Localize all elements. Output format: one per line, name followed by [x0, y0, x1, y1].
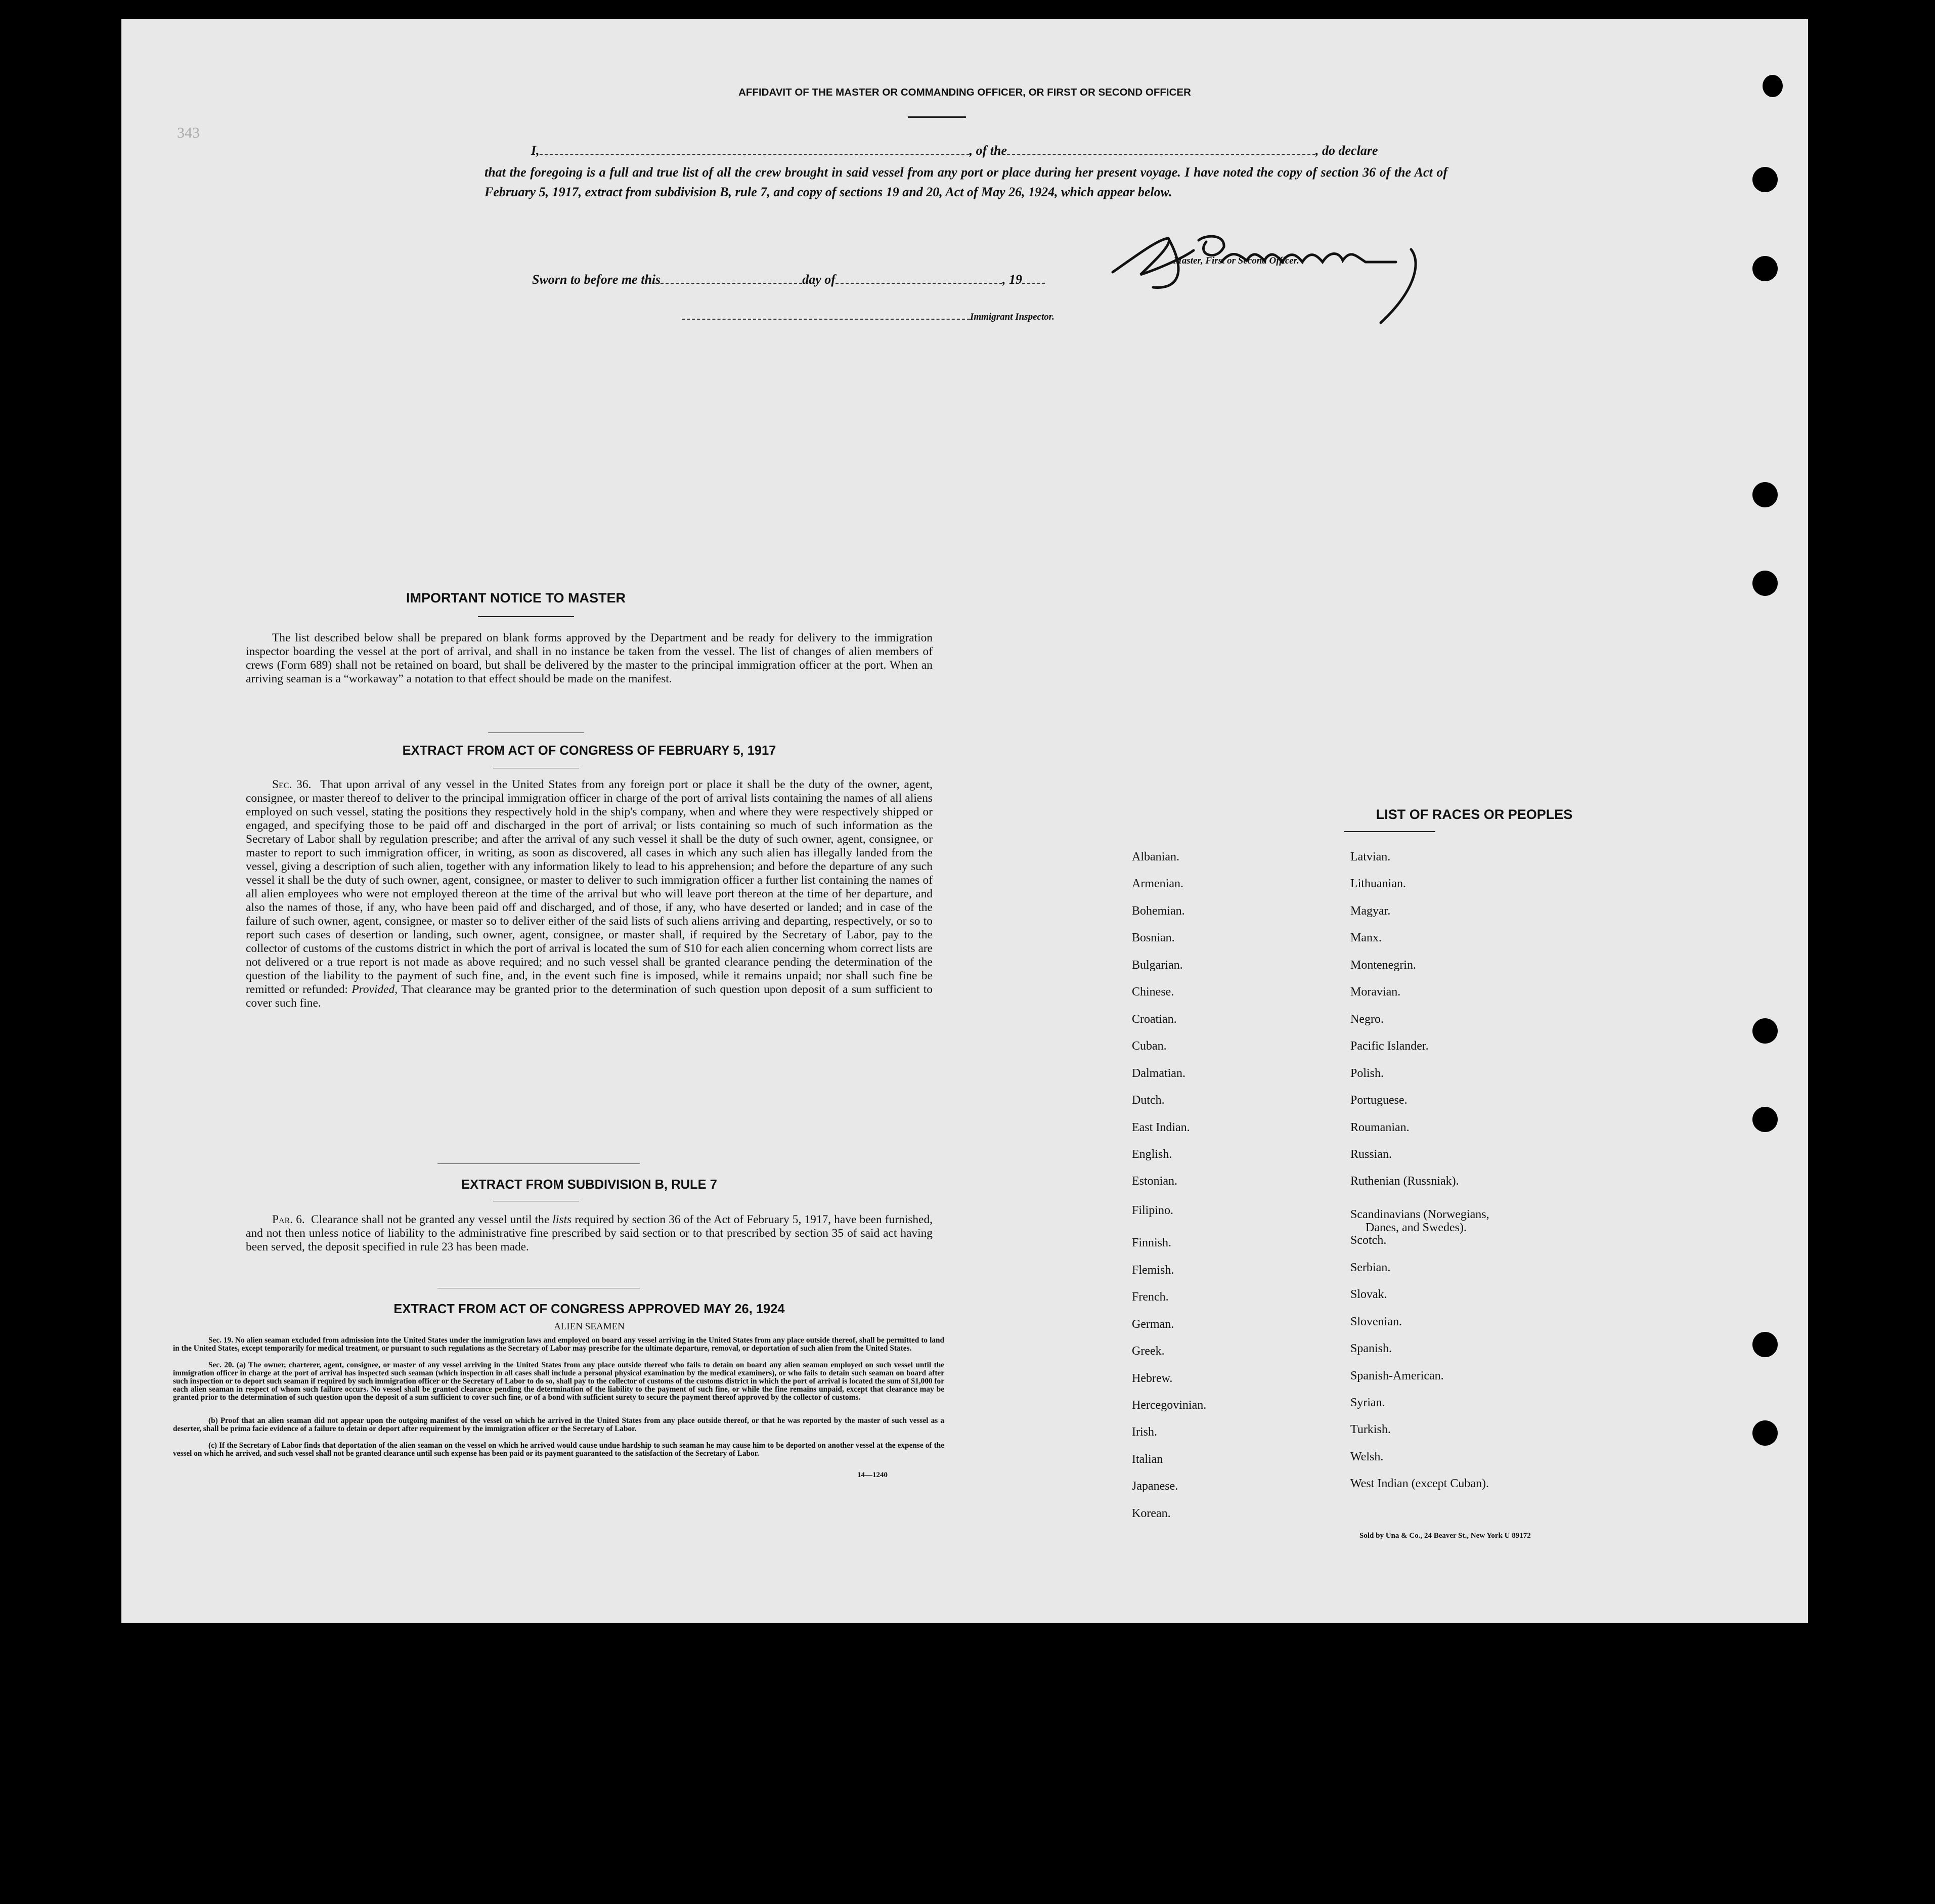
race-item-right: Slovenian. [1350, 1315, 1402, 1328]
race-item-right: Russian. [1350, 1147, 1392, 1161]
punch-hole-icon [1752, 1332, 1778, 1357]
race-item-right: Welsh. [1350, 1450, 1384, 1463]
race-item-right: Moravian. [1350, 985, 1401, 999]
race-item-left: Japanese. [1132, 1480, 1178, 1493]
race-item-left: Bulgarian. [1132, 958, 1183, 972]
race-item-right: Turkish. [1350, 1423, 1391, 1437]
punch-hole-icon [1752, 571, 1778, 596]
race-item-right: Spanish-American. [1350, 1369, 1444, 1382]
race-item-right: Scandinavians (Norwegians, [1350, 1207, 1489, 1221]
divider [488, 732, 584, 733]
section-body-end: That clearance may be granted prior to the determination of such question upon deposit of a sum sufficient to cover such fine. [246, 983, 933, 1010]
race-item-left: Hebrew. [1132, 1371, 1173, 1385]
race-item-left: Filipino. [1132, 1203, 1174, 1217]
divider [908, 116, 966, 118]
race-item-right: Serbian. [1350, 1261, 1391, 1274]
race-item-left: Armenian. [1132, 877, 1183, 891]
divider [478, 616, 574, 617]
signature [1092, 214, 1446, 330]
vessel-blank [1007, 147, 1315, 155]
race-item-left: Albanian. [1132, 850, 1179, 863]
race-item-left: Italian [1132, 1452, 1163, 1466]
margin-mark: 343 [177, 124, 200, 141]
race-item-right: Pacific Islander. [1350, 1040, 1429, 1053]
signature-caption: Master, First or Second Officer. [1173, 255, 1299, 266]
punch-hole-icon [1752, 256, 1778, 281]
race-item-left: Korean. [1132, 1506, 1171, 1520]
day-blank [661, 276, 802, 284]
section-body: That upon arrival of any vessel in the United States from any foreign port or place it shall be the duty of the owner, agent, consignee, or master thereof to deliver to the principal immigration officer in charge of the port of arrival lists containing the names of all aliens employed on such vessel, stating the positions they respectively hold in the ship's company, when and where they were respectively shipped or engaged, and specifying those to be paid off and discharged in the port of arrival; or lists containing so much of such information as the Secretary of Labor shall by regulation prescribe; and after the arrival of any such vessel it shall be the duty of such owner, agent, consignee, or master to report to such immigration officer, in writing, as soon as discovered, all cases in which any such alien has illegally landed from the vessel, giving a description of such alien, together with any information likely to lead to his apprehension; and before the departure of any such vessel it shall be the duty of such owner, agent, consignee, or master to deliver to such immigration officer a further list containing the names of all alien employees who were not employed thereon at the time of the arrival but who will leave port thereon at the time of her departure, and also the names of those, if any, who have been paid off and discharged, and of those, if any, who have deserted or landed; and in case of the failure of such owner, agent, consignee, or master so to deliver either of the said lists of such aliens arriving and departing, respectively, or so to report such cases of desertion or landing, such owner, agent, consignee, or master shall, if required by the Secretary of Labor, pay to the collector of customs of the customs district in which the port of arrival is located the sum of $10 for each alien concerning whom correct lists are not delivered or a true report is not made as above required; and no such vessel shall be granted clearance pending the determination of the question of the liability to the payment of such fine, and, in the event such fine is imposed, while it remains unpaid; nor shall such fine be remitted or refunded: [246, 778, 933, 996]
race-item-left: Bosnian. [1132, 931, 1175, 945]
race-item-right: West Indian (except Cuban). [1350, 1477, 1489, 1491]
section-label: Sec. 36. [272, 778, 312, 791]
act1917-text [246, 778, 933, 1010]
act1924-sec20c: (c) If the Secretary of Labor finds that deportation of the alien seaman on the vessel on which he arrived would cause undue hardship to such seaman he may cause him to be deported on another vessel at the expense of the vessel on which he arrived, and such vessel shall not be granted clearance until such expense has been paid or its payment guaranteed to the satisfaction of the Secretary of Labor. [173, 1441, 944, 1458]
par-label: Par. 6. [272, 1213, 305, 1226]
race-item-left: East Indian. [1132, 1120, 1190, 1134]
race-item-left: Dalmatian. [1132, 1066, 1185, 1080]
race-item-right: Magyar. [1350, 904, 1391, 918]
document-sheet [121, 19, 1808, 1623]
race-item-left: English. [1132, 1147, 1172, 1161]
race-item-left: Finnish. [1132, 1236, 1172, 1250]
race-item-left: Croatian. [1132, 1012, 1177, 1026]
act1924-subtitle: ALIEN SEAMEN [554, 1321, 625, 1332]
inspector-caption: Immigrant Inspector. [970, 312, 1054, 322]
race-item-right: Spanish. [1350, 1342, 1392, 1356]
race-item-left: French. [1132, 1290, 1169, 1304]
punch-hole-icon [1752, 1107, 1778, 1132]
race-item-right: Syrian. [1350, 1396, 1385, 1409]
race-item-left: German. [1132, 1317, 1174, 1331]
race-item-right: Portuguese. [1350, 1094, 1408, 1107]
race-item-right: Montenegrin. [1350, 958, 1416, 972]
i-label: I, [531, 143, 540, 158]
race-item-left: Flemish. [1132, 1263, 1174, 1277]
race-item-right: Slovak. [1350, 1288, 1387, 1302]
act1924-sec20a: Sec. 20. (a) The owner, charterer, agent, consignee, or master of any vessel arriving in the United States from any place outside thereof who fails to detain on board any alien seaman employed on such vessel until the immigration officer in charge at the port of arrival has inspected such seaman (which inspection in all cases shall include a personal physical examination by the medical examiners), or who fails to detain such seaman on board after such inspection or to deport such seaman if required by such immigration officer or the Secretary of Labor to do so, shall pay to the collector of customs of the customs district in which the port of arrival is located the sum of $1,000 for each alien seaman in respect of whom such failure occurs. No vessel shall be granted clearance pending the determination of the liability to the payment of such fine, or while the fine remains unpaid, except that clearance may be granted prior to the determination of such question upon the deposit of a sum sufficient to cover such fine, or of a bond with sufficient surety to secure the payment thereof approved by the collector of customs. [173, 1361, 944, 1402]
race-item-right: Roumanian. [1350, 1120, 1410, 1134]
act1924-sec19: Sec. 19. No alien seaman excluded from admission into the United States under the immigration laws and employed on board any vessel arriving in the United States from any place outside thereof, shall be permitted to land in the United States, except temporarily for medical treatment, or pursuant to such regulations as the Secretary of Labor may prescribe for the ultimate departure, removal, or deportation of such alien from the United States. [173, 1336, 944, 1353]
race-item-right: Danes, and Swedes). [1366, 1221, 1467, 1234]
notice-title: IMPORTANT NOTICE TO MASTER [406, 590, 626, 605]
race-item-left: Estonian. [1132, 1175, 1177, 1188]
sworn-line [532, 272, 1045, 287]
imprint: Sold by Una & Co., 24 Beaver St., New York U 89172 [1359, 1532, 1531, 1540]
do-declare-label: , do declare [1315, 143, 1378, 158]
race-item-left: Bohemian. [1132, 904, 1185, 918]
lists-term: lists [552, 1213, 572, 1226]
race-item-right: Lithuanian. [1350, 877, 1406, 891]
races-title: LIST OF RACES OR PEOPLES [1376, 807, 1573, 822]
race-item-right: Negro. [1350, 1012, 1384, 1026]
race-item-right: Manx. [1350, 931, 1382, 945]
race-item-right: Polish. [1350, 1066, 1384, 1080]
race-item-left: Chinese. [1132, 985, 1174, 999]
divider [437, 1163, 640, 1164]
of-the-label: , of the [969, 143, 1007, 158]
race-item-left: Irish. [1132, 1425, 1157, 1439]
race-item-left: Hercegovinian. [1132, 1399, 1207, 1412]
race-item-right: Ruthenian (Russniak). [1350, 1175, 1459, 1188]
rule7-body-a: Clearance shall not be granted any vessel until the [311, 1213, 550, 1226]
punch-hole-icon [1752, 167, 1778, 192]
race-item-right: Latvian. [1350, 850, 1391, 863]
punch-hole-icon [1752, 1420, 1778, 1446]
act1924-title: EXTRACT FROM ACT OF CONGRESS APPROVED MAY 26, 1924 [393, 1302, 785, 1316]
act1917-title: EXTRACT FROM ACT OF CONGRESS OF FEBRUARY 5, 1917 [402, 744, 776, 758]
race-item-left: Dutch. [1132, 1094, 1165, 1107]
act1924-sec20b: (b) Proof that an alien seaman did not appear upon the outgoing manifest of the vessel on which he arrived in the United States from any place outside thereof, or that he was reported by the master of such vessel as a deserter, shall be prima facie evidence of a failure to detain or deport after requirement by the immigration officer or the Secretary of Labor. [173, 1416, 944, 1433]
sworn-label: Sworn to before me this [532, 272, 661, 287]
divider [1344, 831, 1435, 832]
affidavit-body: that the foregoing is a full and true list of all the crew brought in said vessel from any port or place during her present voyage. I have noted the copy of section 36 of the Act of February 5, 1917, extract from subdivision B, rule 7, and copy of sections 19 and 20, Act of May 26, 1924, which appear below. [485, 165, 1447, 199]
inspector-blank [682, 312, 970, 320]
inspector-line [682, 312, 1054, 323]
name-blank [540, 147, 970, 155]
declaration-line [531, 143, 1452, 158]
race-item-left: Greek. [1132, 1345, 1165, 1358]
day-of-label: day of [802, 272, 835, 287]
form-number: 14—1240 [857, 1471, 888, 1479]
rule7-text [246, 1213, 933, 1254]
provided-term: Provided, [351, 983, 398, 996]
rule7-title: EXTRACT FROM SUBDIVISION B, RULE 7 [461, 1178, 717, 1192]
affidavit-title: AFFIDAVIT OF THE MASTER OR COMMANDING OFFICER, OR FIRST OR SECOND OFFICER [738, 86, 1191, 98]
year-blank [1022, 276, 1045, 284]
race-item-right: Scotch. [1350, 1234, 1387, 1247]
rule7-body-b: required by section 36 of the Act of February 5, 1917, have been furnished, and not then unless notice of liability to the administrative fine prescribed by said section or to that prescribed by section 35 of said act having been served, the deposit specified in rule 23 has been made. [246, 1213, 933, 1253]
punch-hole-icon [1752, 1018, 1778, 1044]
punch-hole-icon [1752, 482, 1778, 507]
race-item-left: Cuban. [1132, 1040, 1167, 1053]
month-blank [835, 276, 1002, 284]
year-label: , 19 [1002, 272, 1022, 287]
notice-text: The list described below shall be prepared on blank forms approved by the Department and be ready for delivery to the immigration inspector boarding the vessel at the port of arrival, and shall in no instance be taken from the vessel. The list of changes of alien members of crews (Form 689) shall not be retained on board, but shall be delivered by the master to the principal immigration officer at the port. When an arriving seaman is a “workaway” a notation to that effect should be made on the manifest. [246, 631, 933, 685]
